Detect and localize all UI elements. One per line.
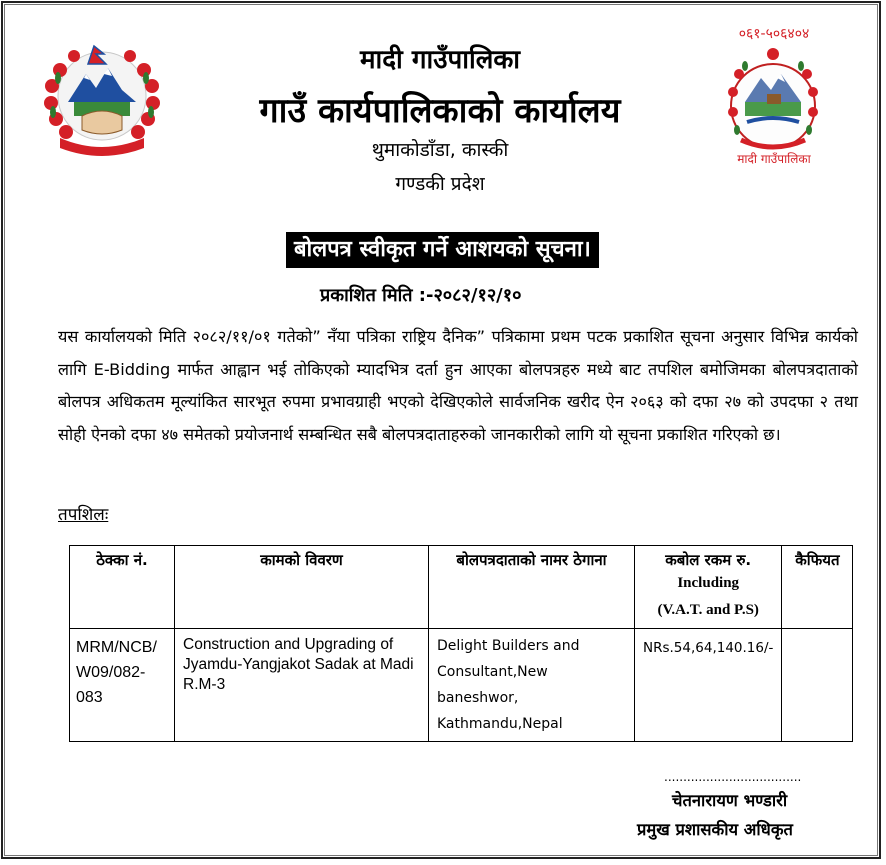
cell-contract-no: MRM/NCB/ W09/082-083 — [70, 629, 175, 742]
madi-logo — [715, 22, 833, 170]
header-remarks: कैफियत — [782, 546, 853, 629]
details-label: तपशिलः — [58, 505, 109, 525]
header-bidder: बोलपत्रदाताको नामर ठेगाना — [429, 546, 635, 629]
office-location: थुमाकोडाँडा, कास्की — [371, 139, 509, 161]
tender-table — [69, 545, 853, 742]
notice-title: बोलपत्र स्वीकृत गर्ने आशयको सूचना। — [286, 232, 599, 268]
header-amount — [635, 546, 782, 629]
office-name: गाउँ कार्यपालिकाको कार्यालय — [259, 91, 621, 131]
signatory-title: प्रमुख प्रशासकीय अधिकृत — [637, 820, 793, 839]
notice-body: यस कार्यालयको मिति २०८२/११/०१ गतेको” नँया पत्रिका राष्ट्रिय दैनिक” पत्रिकामा प्रथम पटक प्रकाशित सूचना अनुसार विभिन्न कार्यको लागि E-Bidding मार्फत आह्वान भई तोकिएको म्यादभित्र दर्ता हुन आएका बोलपत्रहरु मध्ये बाट तपशिल बमोजिमका बोलपत्रदाताको बोलपत्र अधिकतम मूल्यांकित सारभूत रुपमा प्रभावग्राही भएको देखिएकोले सार्वजनिक खरीद ऐन २०६३ को दफा २७ को उपदफा २ तथा सोही ऐनको दफा ४७ समेतको प्रयोजनार्थ सम्बन्धित सबै बोलपत्रदाताहरुको जानकारीको लागि यो सूचना प्रकाशित गरिएको छ। — [58, 327, 858, 444]
header-amount-line2: Including — [677, 575, 740, 591]
header-amount-line1: कबोल रकम रु. — [665, 551, 752, 569]
nepal-emblem-icon — [38, 40, 166, 158]
published-date: प्रकाशित मिति :-२०८२/१२/१० — [320, 285, 522, 306]
signatory-name: चेतनारायण भण्डारी — [672, 791, 788, 810]
cell-description: Construction and Upgrading of Jyamdu-Yangjakot Sadak at Madi R.M-3 — [175, 629, 429, 742]
table-header-row — [70, 546, 853, 629]
header-amount-line3: (V.A.T. and P.S) — [657, 602, 759, 618]
header-description: कामको विवरण — [175, 546, 429, 629]
header-contract-no: ठेक्का नं. — [70, 546, 175, 629]
madi-emblem-icon — [715, 22, 833, 170]
cell-bidder: Delight Builders and Consultant,New baneshwor, Kathmandu,Nepal — [429, 629, 635, 742]
signature-line: .................................... — [664, 770, 802, 784]
cell-remarks — [782, 629, 853, 742]
province-name: गण्डकी प्रदेश — [395, 173, 485, 195]
table-row — [70, 629, 853, 742]
cell-amount: NRs.54,64,140.16/- — [635, 629, 782, 742]
phone-number: ०६१-५०६४०४ — [738, 26, 810, 42]
logo-caption: मादी गाउँपालिका — [737, 152, 811, 166]
municipality-name: मादी गाउँपालिका — [359, 45, 521, 75]
